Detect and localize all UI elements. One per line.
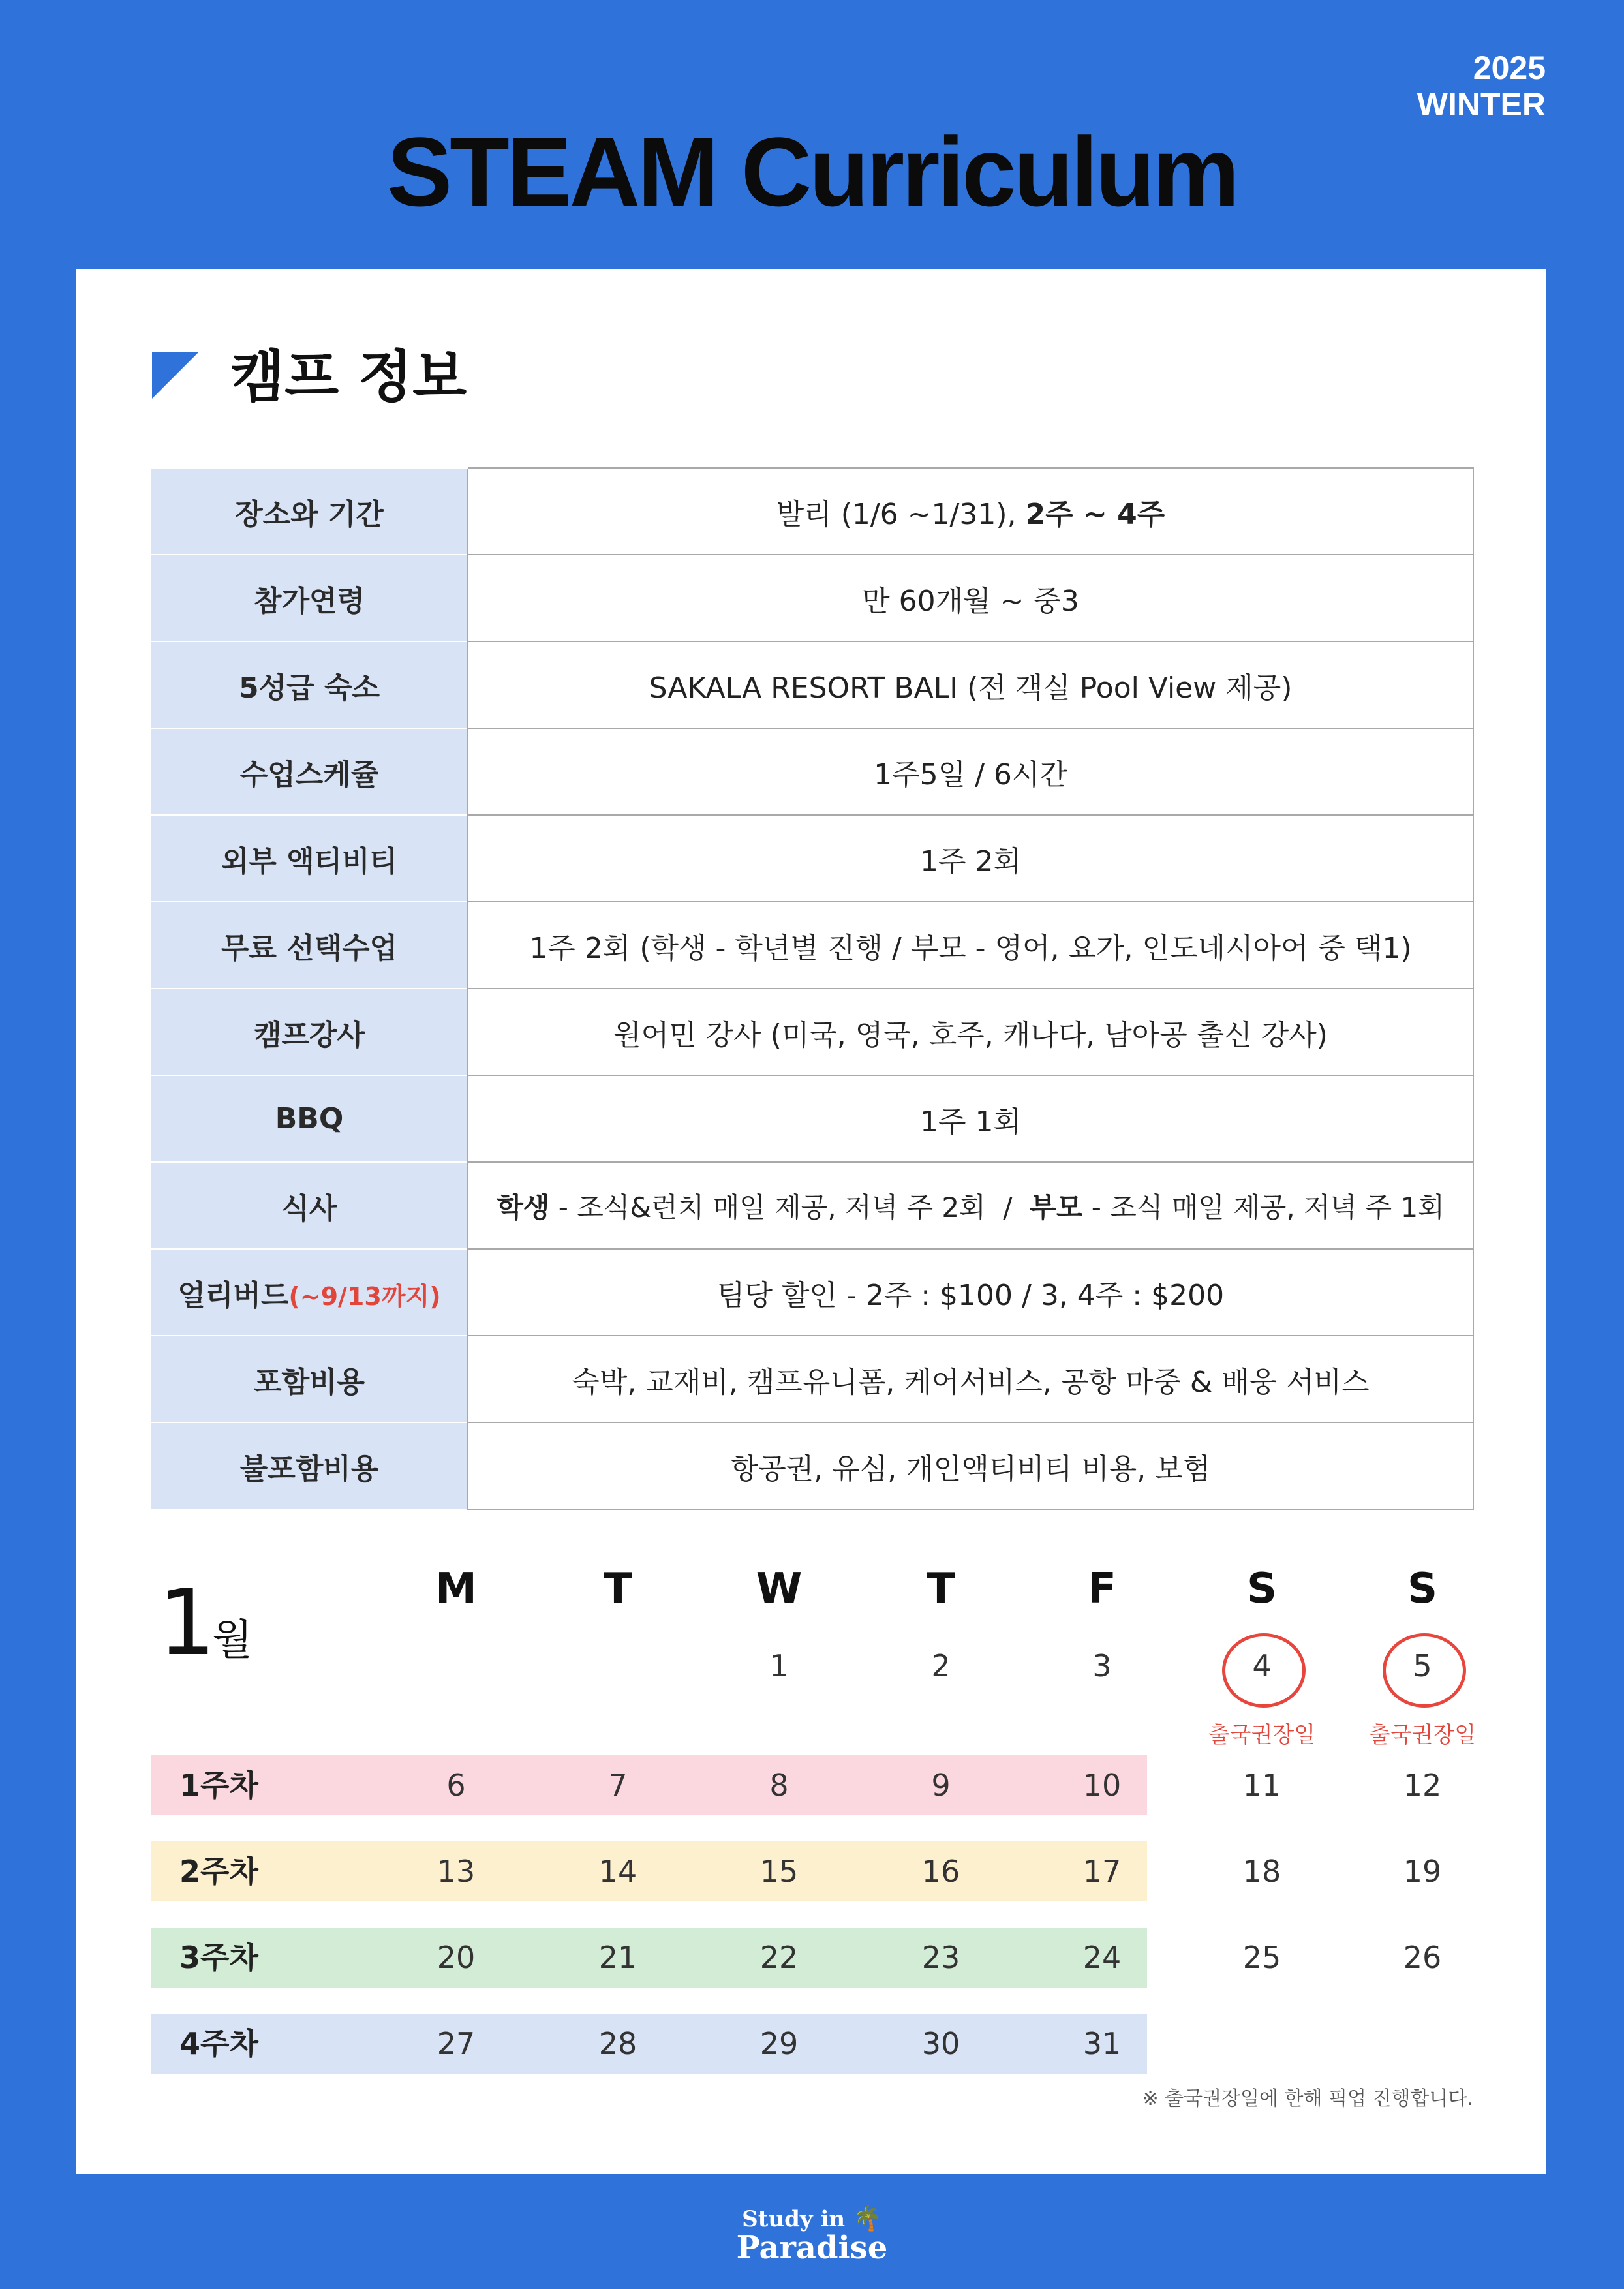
table-row bbox=[151, 902, 1473, 989]
row-label: 불포함비용 bbox=[151, 1422, 468, 1509]
table-row bbox=[151, 1162, 1473, 1249]
weekday-header: W bbox=[756, 1565, 803, 1613]
weekday-header: T bbox=[604, 1565, 632, 1613]
weekday-header: S bbox=[1407, 1565, 1438, 1613]
season-badge bbox=[1417, 50, 1546, 123]
calendar-day: 12 bbox=[1403, 1768, 1442, 1803]
calendar-day: 31 bbox=[1082, 2026, 1122, 2061]
row-value: SAKALA RESORT BALI (전 객실 Pool View 제공) bbox=[468, 641, 1473, 728]
row-label: 식사 bbox=[151, 1162, 468, 1249]
earlybird-label: 얼리버드 bbox=[177, 1278, 289, 1312]
calendar-day: 13 bbox=[437, 1854, 476, 1889]
logo-line2: Paradise bbox=[736, 2230, 888, 2266]
row-value: 1주 2회 (학생 - 학년별 진행 / 부모 - 영어, 요가, 인도네시아어 중 택1) bbox=[468, 902, 1473, 989]
calendar-day: 6 bbox=[446, 1768, 466, 1803]
exit-day-label: 출국권장일 bbox=[1368, 1722, 1477, 1748]
row-value: 1주5일 / 6시간 bbox=[468, 728, 1473, 815]
weekday-header: F bbox=[1088, 1565, 1116, 1613]
row-label: 수업스케쥴 bbox=[151, 728, 468, 815]
calendar-day: 7 bbox=[608, 1768, 628, 1803]
calendar-day: 2 bbox=[931, 1648, 951, 1683]
page-title: STEAM Curriculum bbox=[387, 117, 1237, 226]
row-label: BBQ bbox=[151, 1075, 468, 1162]
row-label: 포함비용 bbox=[151, 1336, 468, 1422]
calendar-day: 26 bbox=[1403, 1940, 1442, 1975]
calendar-day: 5 bbox=[1413, 1648, 1432, 1683]
triangle-icon bbox=[152, 352, 199, 399]
meal-student-text: - 조식&런치 매일 제공, 저녁 주 2회 / bbox=[549, 1191, 1030, 1223]
row-label: 5성급 숙소 bbox=[151, 641, 468, 728]
month-label bbox=[158, 1570, 253, 1676]
year-text: 2025 bbox=[1473, 50, 1546, 86]
calendar-day: 22 bbox=[759, 1940, 799, 1975]
row-value bbox=[468, 1162, 1473, 1249]
value-bold-text: 2주 ~ 4주 bbox=[1025, 497, 1165, 531]
calendar-day: 30 bbox=[921, 2026, 960, 2061]
meal-parent-text: - 조식 매일 제공, 저녁 주 1회 bbox=[1082, 1191, 1445, 1223]
camp-info-table bbox=[151, 467, 1474, 1510]
calendar-day: 21 bbox=[598, 1940, 637, 1975]
weekday-header: M bbox=[435, 1565, 477, 1613]
week-label: 2주차 bbox=[179, 1854, 258, 1889]
table-row bbox=[151, 1249, 1473, 1336]
exit-day-label: 출국권장일 bbox=[1208, 1722, 1316, 1748]
calendar-day: 1 bbox=[769, 1648, 789, 1683]
calendar-day: 20 bbox=[437, 1940, 476, 1975]
calendar-day: 8 bbox=[769, 1768, 789, 1803]
row-label: 캠프강사 bbox=[151, 989, 468, 1075]
calendar-day: 28 bbox=[598, 2026, 637, 2061]
row-label: 참가연령 bbox=[151, 555, 468, 641]
calendar-day: 4 bbox=[1252, 1648, 1272, 1683]
calendar-day: 9 bbox=[931, 1768, 951, 1803]
content-card bbox=[76, 269, 1546, 2174]
logo-line1: Study in bbox=[742, 2206, 846, 2232]
calendar-day: 23 bbox=[921, 1940, 960, 1975]
calendar-day: 14 bbox=[598, 1854, 637, 1889]
row-value: 1주 2회 bbox=[468, 815, 1473, 902]
month-unit: 월 bbox=[212, 1616, 253, 1665]
week-label: 3주차 bbox=[179, 1940, 258, 1975]
row-value: 만 60개월 ~ 중3 bbox=[468, 555, 1473, 641]
row-value bbox=[468, 468, 1473, 555]
table-row bbox=[151, 728, 1473, 815]
meal-parent-label: 부모 bbox=[1030, 1191, 1083, 1223]
calendar-day: 17 bbox=[1082, 1854, 1122, 1889]
meal-student-label: 학생 bbox=[497, 1191, 550, 1223]
weekday-header: T bbox=[927, 1565, 955, 1613]
calendar-day: 16 bbox=[921, 1854, 960, 1889]
calendar-day: 3 bbox=[1092, 1648, 1112, 1683]
table-row bbox=[151, 989, 1473, 1075]
week-label: 4주차 bbox=[179, 2026, 258, 2061]
earlybird-note: (~9/13까지) bbox=[288, 1282, 441, 1311]
row-value: 팀당 할인 - 2주 : $100 / 3, 4주 : $200 bbox=[468, 1249, 1473, 1336]
value-text: 발리 (1/6 ~1/31), bbox=[776, 497, 1026, 531]
row-value: 숙박, 교재비, 캠프유니폼, 케어서비스, 공항 마중 & 배웅 서비스 bbox=[468, 1336, 1473, 1422]
table-row bbox=[151, 468, 1473, 555]
row-label: 장소와 기간 bbox=[151, 468, 468, 555]
calendar-day: 18 bbox=[1242, 1854, 1281, 1889]
table-row bbox=[151, 1075, 1473, 1162]
row-label: 외부 액티비티 bbox=[151, 815, 468, 902]
calendar-day: 24 bbox=[1082, 1940, 1122, 1975]
brand-logo bbox=[0, 2204, 1624, 2266]
section-title: 캠프 정보 bbox=[230, 345, 467, 410]
calendar-day: 29 bbox=[759, 2026, 799, 2061]
row-value: 원어민 강사 (미국, 영국, 호주, 캐나다, 남아공 출신 강사) bbox=[468, 989, 1473, 1075]
weekday-header: S bbox=[1246, 1565, 1278, 1613]
table-row bbox=[151, 641, 1473, 728]
month-number: 1 bbox=[158, 1570, 213, 1676]
table-row bbox=[151, 815, 1473, 902]
calendar-day: 25 bbox=[1242, 1940, 1281, 1975]
row-value: 항공권, 유심, 개인액티비티 비용, 보험 bbox=[468, 1422, 1473, 1509]
calendar-footnote: ※ 출국권장일에 한해 픽업 진행합니다. bbox=[1142, 2087, 1473, 2110]
table-row bbox=[151, 555, 1473, 641]
calendar-day: 11 bbox=[1242, 1768, 1281, 1803]
calendar-day: 15 bbox=[759, 1854, 799, 1889]
week-label: 1주차 bbox=[179, 1768, 258, 1803]
palm-tree-icon: 🌴 bbox=[853, 2205, 882, 2232]
row-label bbox=[151, 1249, 468, 1336]
row-label: 무료 선택수업 bbox=[151, 902, 468, 989]
calendar-day: 10 bbox=[1082, 1768, 1122, 1803]
season-text: WINTER bbox=[1417, 86, 1546, 123]
table-row bbox=[151, 1422, 1473, 1509]
calendar-day: 27 bbox=[437, 2026, 476, 2061]
row-value: 1주 1회 bbox=[468, 1075, 1473, 1162]
table-row bbox=[151, 1336, 1473, 1422]
calendar-day: 19 bbox=[1403, 1854, 1442, 1889]
